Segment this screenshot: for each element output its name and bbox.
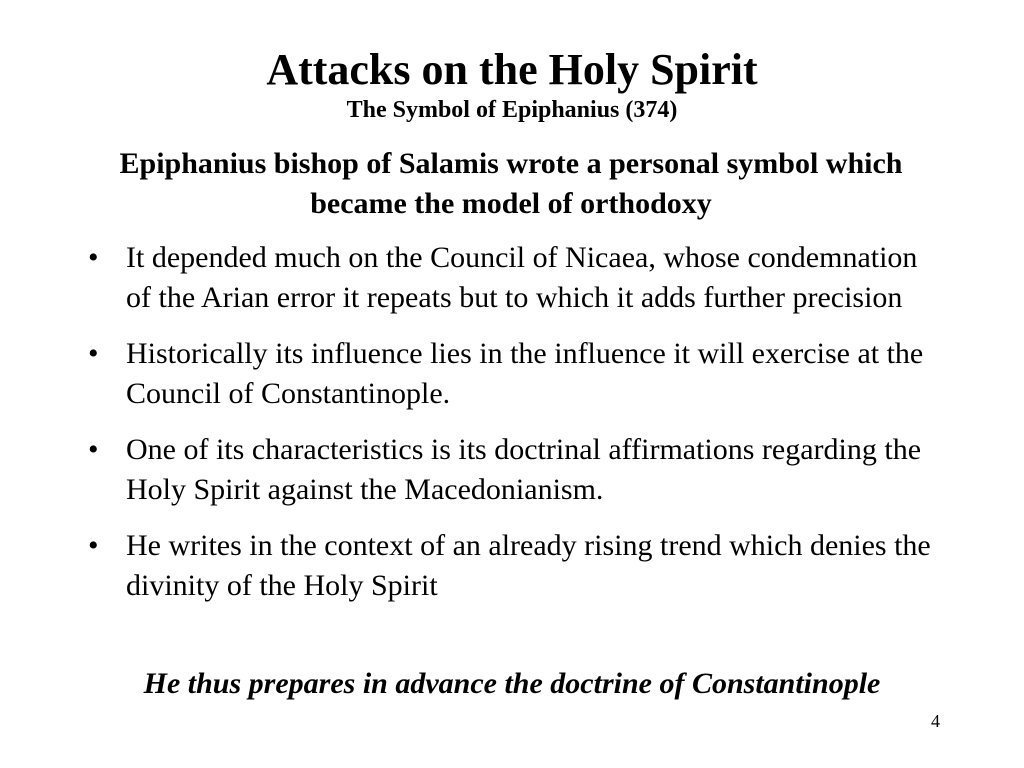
bullet-item — [80, 430, 940, 510]
bullet-icon: • — [88, 529, 99, 562]
bullet-text: It depended much on the Council of Nicaea, whose condemnation of the Arian error it repeats but to which it adds further precision — [126, 241, 918, 314]
slide-title: Attacks on the Holy Spirit — [266, 45, 758, 94]
page-number: 4 — [931, 711, 940, 731]
bullet-item — [80, 526, 940, 606]
bullet-text: Historically its influence lies in the influence it will exercise at the Council of Constantinople. — [126, 337, 924, 410]
bullet-item — [80, 334, 940, 414]
bullet-icon: • — [88, 337, 99, 370]
slide-subtitle: The Symbol of Epiphanius (374) — [346, 97, 678, 123]
bullet-icon: • — [88, 433, 99, 466]
bullet-item — [80, 238, 940, 318]
bullet-text: One of its characteristics is its doctrinal affirmations regarding the Holy Spirit against the Macedonianism. — [126, 433, 922, 506]
bullet-text: He writes in the context of an already rising trend which denies the divinity of the Holy Spirit — [126, 529, 931, 602]
bullet-list — [80, 238, 940, 622]
intro-paragraph: Epiphanius bishop of Salamis wrote a personal symbol which became the model of orthodoxy — [119, 147, 903, 220]
bullet-icon: • — [88, 241, 99, 274]
conclusion-text: He thus prepares in advance the doctrine of Constantinople — [143, 667, 881, 700]
